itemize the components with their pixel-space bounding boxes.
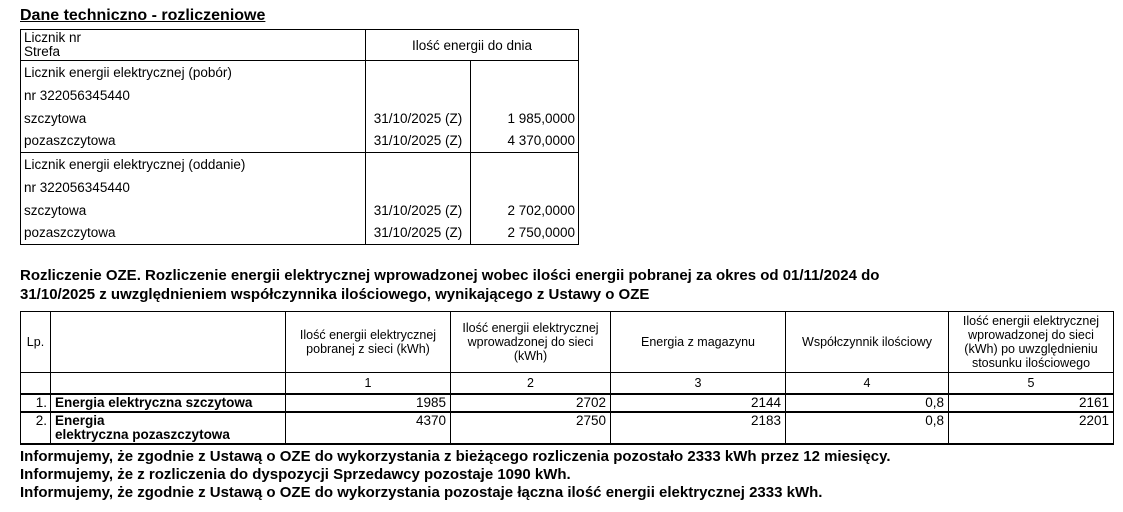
reading-date-cell: 31/10/2025 (Z) bbox=[366, 107, 471, 130]
value-cell-magazyn: 2144 bbox=[611, 394, 786, 412]
col-header-wspolczynnik: Współczynnik ilościowy bbox=[786, 312, 949, 373]
meter-section-label-cell: Licznik energii elektrycznej (pobór) bbox=[21, 61, 366, 84]
meter-section-label-cell: Licznik energii elektrycznej (oddanie) bbox=[21, 153, 366, 176]
column-number-cell: 2 bbox=[451, 373, 611, 394]
table-row bbox=[21, 107, 579, 130]
energy-name-line: Energia elektryczna szczytowa bbox=[55, 394, 253, 410]
oze-settlement-table bbox=[20, 311, 1114, 445]
empty-cell bbox=[21, 373, 51, 394]
reading-value-cell: 2 702,0000 bbox=[471, 199, 579, 222]
column-number-cell: 1 bbox=[286, 373, 451, 394]
column-number-cell: 4 bbox=[786, 373, 949, 394]
lp-cell: 1. bbox=[21, 394, 51, 412]
reading-date-cell: 31/10/2025 (Z) bbox=[366, 222, 471, 245]
reading-date-cell: 31/10/2025 (Z) bbox=[366, 199, 471, 222]
footnote-seller-disposal: Informujemy, że z rozliczenia do dyspozycji Sprzedawcy pozostaje 1090 kWh. bbox=[20, 465, 571, 483]
table-row bbox=[21, 412, 1114, 444]
reading-value-cell: 2 750,0000 bbox=[471, 222, 579, 245]
footnote-remaining-current: Informujemy, że zgodnie z Ustawą o OZE do wykorzystania z bieżącego rozliczenia pozostało 2333 kWh przez 12 miesięcy. bbox=[20, 447, 891, 465]
oze-header-row bbox=[21, 312, 1114, 373]
meter-header-line2: Strefa bbox=[24, 44, 61, 59]
empty-cell bbox=[471, 61, 579, 84]
footnotes bbox=[20, 448, 1123, 502]
value-cell-po-uwzglednieniu: 2161 bbox=[949, 394, 1114, 412]
col-header-pobrana: Ilość energii elektrycznej pobranej z sieci (kWh) bbox=[286, 312, 451, 373]
meter-header-line1: Licznik nr bbox=[24, 30, 82, 45]
zone-cell: pozaszczytowa bbox=[21, 222, 366, 245]
col-header-wprowadzona: Ilość energii elektrycznej wprowadzonej do sieci (kWh) bbox=[451, 312, 611, 373]
meter-section-pobor bbox=[21, 61, 579, 153]
table-row bbox=[21, 153, 579, 176]
reading-value-cell: 4 370,0000 bbox=[471, 130, 579, 153]
reading-value-cell: 1 985,0000 bbox=[471, 107, 579, 130]
lp-cell: 2. bbox=[21, 412, 51, 444]
zone-cell: pozaszczytowa bbox=[21, 130, 366, 153]
table-row bbox=[21, 176, 579, 199]
meter-section-oddanie bbox=[21, 153, 579, 245]
table-row bbox=[21, 130, 579, 153]
oze-settlement-heading bbox=[20, 266, 1115, 304]
table-row bbox=[21, 394, 1114, 412]
oze-heading-line1: Rozliczenie OZE. Rozliczenie energii elektrycznej wprowadzonej wobec ilości energii pobranej za okres od 01/11/2024 do bbox=[20, 267, 880, 284]
empty-cell bbox=[471, 84, 579, 107]
meter-amount-header-cell: Ilość energii do dnia bbox=[366, 30, 579, 61]
value-cell-pobrana: 4370 bbox=[286, 412, 451, 444]
zone-cell: szczytowa bbox=[21, 199, 366, 222]
empty-cell bbox=[471, 176, 579, 199]
empty-cell bbox=[366, 84, 471, 107]
energy-name-cell bbox=[51, 412, 286, 444]
table-row bbox=[21, 84, 579, 107]
empty-cell bbox=[366, 176, 471, 199]
meter-number-cell: nr 322056345440 bbox=[21, 176, 366, 199]
value-cell-wprowadzona: 2750 bbox=[451, 412, 611, 444]
reading-date-cell: 31/10/2025 (Z) bbox=[366, 130, 471, 153]
oze-column-numbers-row bbox=[21, 373, 1114, 394]
footnote-total-remaining: Informujemy, że zgodnie z Ustawą o OZE do wykorzystania pozostaje łączna ilość energii elektrycznej 2333 kWh. bbox=[20, 483, 823, 501]
zone-cell: szczytowa bbox=[21, 107, 366, 130]
value-cell-wprowadzona: 2702 bbox=[451, 394, 611, 412]
lp-header-cell: Lp. bbox=[21, 312, 51, 373]
column-number-cell: 5 bbox=[949, 373, 1114, 394]
value-cell-wspolczynnik: 0,8 bbox=[786, 412, 949, 444]
energy-name-cell bbox=[51, 394, 286, 412]
energy-name-line: Energia bbox=[55, 412, 105, 428]
name-header-cell bbox=[51, 312, 286, 373]
value-cell-pobrana: 1985 bbox=[286, 394, 451, 412]
table-row bbox=[21, 61, 579, 84]
empty-cell bbox=[51, 373, 286, 394]
table-row bbox=[21, 199, 579, 222]
col-header-po-uwzglednieniu: Ilość energii elektrycznej wprowadzonej do sieci (kWh) po uwzględnieniu stosunku ilościowego bbox=[949, 312, 1114, 373]
meter-number-cell: nr 322056345440 bbox=[21, 84, 366, 107]
oze-heading-line2: 31/10/2025 z uwzględnieniem współczynnika ilościowego, wynikającego z Ustawy o OZE bbox=[20, 286, 650, 303]
empty-cell bbox=[366, 153, 471, 176]
energy-name-line: elektryczna pozaszczytowa bbox=[55, 426, 230, 442]
col-header-magazyn: Energia z magazynu bbox=[611, 312, 786, 373]
meter-strefa-header-cell bbox=[21, 30, 366, 61]
meter-readings-table bbox=[20, 29, 579, 245]
value-cell-wspolczynnik: 0,8 bbox=[786, 394, 949, 412]
meter-table-header-row bbox=[21, 30, 579, 61]
value-cell-po-uwzglednieniu: 2201 bbox=[949, 412, 1114, 444]
column-number-cell: 3 bbox=[611, 373, 786, 394]
value-cell-magazyn: 2183 bbox=[611, 412, 786, 444]
page-title: Dane techniczno - rozliczeniowe bbox=[20, 7, 266, 24]
table-row bbox=[21, 222, 579, 245]
empty-cell bbox=[471, 153, 579, 176]
empty-cell bbox=[366, 61, 471, 84]
